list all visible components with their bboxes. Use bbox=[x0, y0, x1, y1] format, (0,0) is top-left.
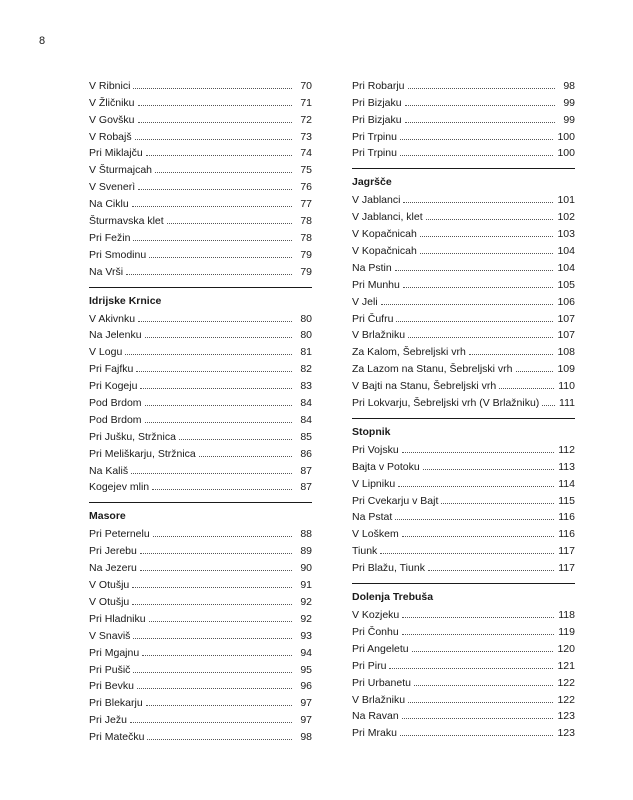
toc-entry[interactable] bbox=[89, 210, 312, 227]
entry-page-number: 106 bbox=[557, 295, 575, 308]
entry-page-number: 98 bbox=[300, 731, 312, 744]
dot-leader bbox=[145, 422, 292, 423]
entry-title: Pri Smodinu bbox=[89, 248, 147, 261]
toc-entry[interactable] bbox=[352, 126, 575, 143]
section-heading: Dolenja Trebuša bbox=[352, 583, 575, 601]
entry-title: Šturmavska klet bbox=[89, 215, 164, 228]
entry-page-number: 86 bbox=[300, 447, 312, 460]
entry-page-number: 93 bbox=[300, 629, 312, 642]
entry-title: Na Pstat bbox=[352, 511, 393, 524]
toc-entry[interactable] bbox=[89, 409, 312, 426]
entry-title: Pri Piru bbox=[352, 659, 387, 672]
dot-leader bbox=[136, 371, 292, 372]
entry-page-number: 87 bbox=[300, 481, 312, 494]
entry-title: Pri Mgajnu bbox=[89, 646, 140, 659]
entry-page-number: 97 bbox=[300, 714, 312, 727]
toc-entry[interactable] bbox=[352, 439, 575, 456]
entry-title: Pri Miklajču bbox=[89, 147, 143, 160]
dot-leader bbox=[402, 718, 554, 719]
entry-title: Pri Lokvarju, Šebreljski vrh (V Brlažniku) bbox=[352, 397, 540, 410]
toc-entry[interactable] bbox=[89, 523, 312, 540]
dot-leader bbox=[149, 621, 292, 622]
entry-page-number: 76 bbox=[300, 181, 312, 194]
entry-title: Pri Pušič bbox=[89, 663, 131, 676]
dot-leader bbox=[408, 88, 555, 89]
entry-title: Na Jezeru bbox=[89, 562, 137, 575]
entry-title: V Kopačnicah bbox=[352, 245, 417, 258]
toc-entry[interactable] bbox=[89, 608, 312, 625]
entry-title: Pri Peternelu bbox=[89, 528, 150, 541]
toc-section bbox=[352, 168, 575, 409]
dot-leader bbox=[408, 337, 553, 338]
entry-page-number: 91 bbox=[300, 579, 312, 592]
toc-entry[interactable] bbox=[89, 642, 312, 659]
entry-title: Pri Bizjaku bbox=[352, 96, 402, 109]
dot-leader bbox=[146, 155, 292, 156]
toc-entry[interactable] bbox=[352, 358, 575, 375]
entry-title: V Kozjeku bbox=[352, 609, 400, 622]
entry-title: Pri Urbanetu bbox=[352, 676, 411, 689]
entry-page-number: 87 bbox=[300, 464, 312, 477]
toc-entry[interactable] bbox=[89, 557, 312, 574]
toc-section bbox=[352, 583, 575, 739]
toc-entry[interactable] bbox=[352, 621, 575, 638]
dot-leader bbox=[381, 304, 554, 305]
entry-page-number: 109 bbox=[557, 363, 575, 376]
dot-leader bbox=[126, 274, 292, 275]
section-heading: Idrijske Krnice bbox=[89, 287, 312, 305]
toc-entry[interactable] bbox=[89, 227, 312, 244]
dot-leader bbox=[405, 122, 555, 123]
entry-title: Na Kališ bbox=[89, 464, 129, 477]
entry-title: Pri Jerebu bbox=[89, 545, 137, 558]
dot-leader bbox=[398, 486, 554, 487]
entry-title: V Logu bbox=[89, 346, 123, 359]
toc-entry[interactable] bbox=[352, 274, 575, 291]
entry-title: Na Ciklu bbox=[89, 198, 129, 211]
dot-leader bbox=[132, 587, 292, 588]
entry-title: Pri Cvekarju v Bajt bbox=[352, 494, 439, 507]
toc-entry[interactable] bbox=[89, 676, 312, 693]
toc-entry[interactable] bbox=[352, 341, 575, 358]
toc-entry[interactable] bbox=[89, 92, 312, 109]
entry-page-number: 89 bbox=[300, 545, 312, 558]
entry-page-number: 113 bbox=[558, 460, 575, 473]
entry-title: Pri Bevku bbox=[89, 680, 134, 693]
toc-entry[interactable] bbox=[352, 456, 575, 473]
entry-title: V Žličniku bbox=[89, 96, 135, 109]
dot-leader bbox=[402, 536, 555, 537]
toc-entry[interactable] bbox=[352, 540, 575, 557]
toc-entry[interactable] bbox=[89, 460, 312, 477]
entry-page-number: 82 bbox=[300, 363, 312, 376]
toc-column-right bbox=[352, 75, 575, 739]
entry-page-number: 123 bbox=[557, 727, 575, 740]
entry-page-number: 72 bbox=[300, 113, 312, 126]
dot-leader bbox=[145, 405, 292, 406]
entry-title: Pri Vojsku bbox=[352, 443, 399, 456]
toc-entry[interactable] bbox=[89, 574, 312, 591]
toc-entry[interactable] bbox=[89, 341, 312, 358]
entry-page-number: 79 bbox=[300, 248, 312, 261]
toc-entry[interactable] bbox=[89, 477, 312, 494]
entry-page-number: 98 bbox=[563, 79, 575, 92]
entry-title: V Bajti na Stanu, Šebreljski vrh bbox=[352, 380, 497, 393]
entry-title: V Otušju bbox=[89, 579, 130, 592]
entry-title: Pri Fežin bbox=[89, 231, 131, 244]
entry-page-number: 74 bbox=[300, 147, 312, 160]
entry-page-number: 110 bbox=[558, 380, 575, 393]
toc-entry[interactable] bbox=[352, 257, 575, 274]
entry-title: Bajta v Potoku bbox=[352, 460, 420, 473]
toc-entry[interactable] bbox=[89, 426, 312, 443]
toc-entry[interactable] bbox=[352, 473, 575, 490]
entry-page-number: 111 bbox=[559, 397, 575, 410]
entry-page-number: 102 bbox=[557, 211, 575, 224]
dot-leader bbox=[400, 139, 554, 140]
section-heading: Masore bbox=[89, 502, 312, 520]
dot-leader bbox=[130, 722, 292, 723]
entry-title: Pri Mraku bbox=[352, 727, 397, 740]
toc-entry[interactable] bbox=[89, 540, 312, 557]
dot-leader bbox=[138, 189, 292, 190]
entry-page-number: 80 bbox=[300, 312, 312, 325]
entry-page-number: 75 bbox=[300, 164, 312, 177]
entry-page-number: 112 bbox=[558, 443, 575, 456]
entry-title: V Akivnku bbox=[89, 312, 136, 325]
dot-leader bbox=[403, 287, 554, 288]
toc-entry[interactable] bbox=[352, 557, 575, 574]
dot-leader bbox=[400, 155, 554, 156]
entry-page-number: 115 bbox=[558, 494, 575, 507]
dot-leader bbox=[405, 105, 555, 106]
entry-title: V Kopačnicah bbox=[352, 228, 417, 241]
entry-page-number: 88 bbox=[300, 528, 312, 541]
entry-page-number: 99 bbox=[563, 96, 575, 109]
dot-leader bbox=[133, 638, 292, 639]
dot-leader bbox=[153, 536, 292, 537]
entry-page-number: 122 bbox=[557, 693, 575, 706]
entry-page-number: 71 bbox=[300, 96, 312, 109]
dot-leader bbox=[403, 202, 553, 203]
entry-title: Pri Munhu bbox=[352, 278, 400, 291]
toc-entry[interactable] bbox=[89, 625, 312, 642]
toc-entry[interactable] bbox=[352, 490, 575, 507]
entry-page-number: 108 bbox=[557, 346, 575, 359]
entry-page-number: 95 bbox=[300, 663, 312, 676]
toc-entry[interactable] bbox=[89, 709, 312, 726]
toc-entry[interactable] bbox=[352, 143, 575, 160]
entry-page-number: 104 bbox=[557, 245, 575, 258]
entry-page-number: 80 bbox=[300, 329, 312, 342]
entry-page-number: 77 bbox=[300, 198, 312, 211]
entry-title: V Loškem bbox=[352, 528, 399, 541]
dot-leader bbox=[408, 702, 553, 703]
entry-page-number: 107 bbox=[557, 312, 575, 325]
entry-title: V Brlažniku bbox=[352, 329, 406, 342]
entry-title: V Jeli bbox=[352, 295, 378, 308]
toc-entry[interactable] bbox=[352, 722, 575, 739]
entry-title: V Šturmajcah bbox=[89, 164, 153, 177]
entry-title: Pri Angeletu bbox=[352, 642, 409, 655]
dot-leader bbox=[179, 439, 292, 440]
entry-page-number: 92 bbox=[300, 595, 312, 608]
toc-entry[interactable] bbox=[352, 507, 575, 524]
toc-entry[interactable] bbox=[89, 375, 312, 392]
toc-entry[interactable] bbox=[352, 523, 575, 540]
toc-section bbox=[352, 75, 575, 159]
entry-page-number: 121 bbox=[557, 659, 575, 672]
entry-title: Pri Trpinu bbox=[352, 130, 397, 143]
toc-entry[interactable] bbox=[352, 392, 575, 409]
dot-leader bbox=[395, 270, 554, 271]
toc-section bbox=[89, 287, 312, 494]
entry-page-number: 107 bbox=[557, 329, 575, 342]
dot-leader bbox=[149, 257, 292, 258]
dot-leader bbox=[426, 219, 554, 220]
entry-title: V Robajš bbox=[89, 130, 132, 143]
toc-section bbox=[89, 75, 312, 278]
entry-title: Pri Bizjaku bbox=[352, 113, 402, 126]
entry-title: Pri Hladniku bbox=[89, 612, 146, 625]
dot-leader bbox=[152, 489, 292, 490]
entry-title: Na Ravan bbox=[352, 710, 399, 723]
toc-entry[interactable] bbox=[89, 109, 312, 126]
toc-entry[interactable] bbox=[89, 443, 312, 460]
entry-title: Kogejev mlin bbox=[89, 481, 150, 494]
section-heading: Jagršče bbox=[352, 168, 575, 186]
toc-entry[interactable] bbox=[89, 75, 312, 92]
toc-entry[interactable] bbox=[352, 325, 575, 342]
toc-entry[interactable] bbox=[352, 655, 575, 672]
dot-leader bbox=[402, 452, 555, 453]
entry-page-number: 97 bbox=[300, 697, 312, 710]
dot-leader bbox=[133, 88, 292, 89]
entry-page-number: 116 bbox=[558, 511, 575, 524]
entry-page-number: 99 bbox=[563, 113, 575, 126]
toc-entry[interactable] bbox=[89, 726, 312, 743]
toc-section bbox=[352, 418, 575, 574]
entry-page-number: 79 bbox=[300, 265, 312, 278]
dot-leader bbox=[420, 236, 554, 237]
entry-title: V Lipniku bbox=[352, 477, 396, 490]
toc-entry[interactable] bbox=[352, 638, 575, 655]
dot-leader bbox=[133, 672, 292, 673]
dot-leader bbox=[412, 651, 554, 652]
entry-title: Pod Brdom bbox=[89, 397, 142, 410]
entry-title: Pri Meliškarju, Stržnica bbox=[89, 447, 196, 460]
toc-entry[interactable] bbox=[352, 672, 575, 689]
dot-leader bbox=[131, 473, 292, 474]
toc-entry[interactable] bbox=[89, 659, 312, 676]
toc-entry[interactable] bbox=[89, 308, 312, 325]
entry-page-number: 85 bbox=[300, 430, 312, 443]
entry-title: Pri Fajfku bbox=[89, 363, 134, 376]
entry-page-number: 94 bbox=[300, 646, 312, 659]
dot-leader bbox=[402, 617, 554, 618]
entry-title: Pri Čonhu bbox=[352, 625, 399, 638]
dot-leader bbox=[395, 519, 554, 520]
entry-title: Pri Kogeju bbox=[89, 380, 138, 393]
dot-leader bbox=[380, 553, 554, 554]
toc-entry[interactable] bbox=[89, 143, 312, 160]
entry-page-number: 83 bbox=[300, 380, 312, 393]
toc-entry[interactable] bbox=[352, 689, 575, 706]
dot-leader bbox=[402, 634, 555, 635]
entry-title: Pri Ježu bbox=[89, 714, 127, 727]
dot-leader bbox=[199, 456, 292, 457]
toc-entry[interactable] bbox=[352, 223, 575, 240]
entry-title: Pri Čufru bbox=[352, 312, 394, 325]
dot-leader bbox=[142, 655, 292, 656]
entry-page-number: 96 bbox=[300, 680, 312, 693]
dot-leader bbox=[400, 735, 554, 736]
toc-section bbox=[89, 502, 312, 743]
entry-title: Pri Blažu, Tiunk bbox=[352, 562, 425, 575]
entry-title: V Brlažniku bbox=[352, 693, 406, 706]
dot-leader bbox=[167, 223, 292, 224]
dot-leader bbox=[137, 688, 292, 689]
entry-page-number: 84 bbox=[300, 413, 312, 426]
toc-entry[interactable] bbox=[352, 706, 575, 723]
dot-leader bbox=[441, 503, 554, 504]
entry-title: Na Jelenku bbox=[89, 329, 142, 342]
entry-title: Pri Matečku bbox=[89, 731, 145, 744]
entry-page-number: 117 bbox=[558, 545, 575, 558]
dot-leader bbox=[140, 388, 292, 389]
dot-leader bbox=[138, 122, 292, 123]
entry-title: V Otušju bbox=[89, 595, 130, 608]
entry-title: Pri Jušku, Stržnica bbox=[89, 430, 176, 443]
entry-title: V Govšku bbox=[89, 113, 135, 126]
dot-leader bbox=[389, 668, 553, 669]
entry-page-number: 105 bbox=[557, 278, 575, 291]
dot-leader bbox=[420, 253, 554, 254]
entry-title: Za Kalom, Šebreljski vrh bbox=[352, 346, 466, 359]
dot-leader bbox=[146, 705, 292, 706]
entry-page-number: 120 bbox=[557, 642, 575, 655]
toc-column-left bbox=[89, 75, 312, 743]
toc-entry[interactable] bbox=[89, 358, 312, 375]
entry-title: Na Vrši bbox=[89, 265, 124, 278]
dot-leader bbox=[138, 105, 292, 106]
dot-leader bbox=[145, 337, 292, 338]
entry-title: Pri Blekarju bbox=[89, 697, 143, 710]
entry-page-number: 81 bbox=[300, 346, 312, 359]
entry-title: Pri Trpinu bbox=[352, 147, 397, 160]
dot-leader bbox=[428, 570, 554, 571]
dot-leader bbox=[414, 685, 554, 686]
toc-entry[interactable] bbox=[89, 261, 312, 278]
toc-entry[interactable] bbox=[352, 109, 575, 126]
entry-page-number: 103 bbox=[557, 228, 575, 241]
dot-leader bbox=[138, 321, 292, 322]
entry-page-number: 100 bbox=[557, 130, 575, 143]
toc-entry[interactable] bbox=[89, 126, 312, 143]
entry-page-number: 104 bbox=[557, 261, 575, 274]
entry-page-number: 90 bbox=[300, 562, 312, 575]
dot-leader bbox=[396, 321, 553, 322]
entry-title: Pod Brdom bbox=[89, 413, 142, 426]
section-heading: Stopnik bbox=[352, 418, 575, 436]
dot-leader bbox=[132, 604, 292, 605]
toc-entry[interactable] bbox=[89, 244, 312, 261]
entry-page-number: 73 bbox=[300, 130, 312, 143]
toc-entry[interactable] bbox=[352, 604, 575, 621]
dot-leader bbox=[140, 553, 292, 554]
entry-page-number: 122 bbox=[557, 676, 575, 689]
entry-page-number: 84 bbox=[300, 397, 312, 410]
dot-leader bbox=[155, 172, 292, 173]
entry-title: Na Pstin bbox=[352, 261, 392, 274]
toc-entry[interactable] bbox=[89, 692, 312, 709]
entry-title: V Svenerì bbox=[89, 181, 136, 194]
toc-entry[interactable] bbox=[89, 193, 312, 210]
entry-title: Tiunk bbox=[352, 545, 378, 558]
toc-entry[interactable] bbox=[89, 176, 312, 193]
toc-entry[interactable] bbox=[89, 325, 312, 342]
toc-entry[interactable] bbox=[352, 92, 575, 109]
toc-entry[interactable] bbox=[89, 392, 312, 409]
entry-page-number: 92 bbox=[300, 612, 312, 625]
toc-entry[interactable] bbox=[352, 240, 575, 257]
toc-entry[interactable] bbox=[89, 591, 312, 608]
dot-leader bbox=[423, 469, 555, 470]
entry-page-number: 123 bbox=[557, 710, 575, 723]
dot-leader bbox=[499, 388, 554, 389]
toc-entry[interactable] bbox=[352, 291, 575, 308]
toc-entry[interactable] bbox=[352, 375, 575, 392]
toc-entry[interactable] bbox=[352, 75, 575, 92]
entry-page-number: 78 bbox=[300, 215, 312, 228]
entry-page-number: 78 bbox=[300, 231, 312, 244]
dot-leader bbox=[140, 570, 292, 571]
entry-title: Pri Robarju bbox=[352, 79, 405, 92]
dot-leader bbox=[125, 354, 292, 355]
entry-page-number: 114 bbox=[558, 477, 575, 490]
toc-entry[interactable] bbox=[89, 159, 312, 176]
entry-page-number: 118 bbox=[558, 609, 575, 622]
dot-leader bbox=[147, 739, 292, 740]
toc-entry[interactable] bbox=[352, 308, 575, 325]
dot-leader bbox=[135, 139, 292, 140]
toc-entry[interactable] bbox=[352, 206, 575, 223]
entry-title: V Jablanci bbox=[352, 194, 401, 207]
entry-title: V Ribnici bbox=[89, 79, 131, 92]
dot-leader bbox=[469, 354, 554, 355]
dot-leader bbox=[132, 206, 292, 207]
page-number: 8 bbox=[39, 35, 46, 47]
entry-page-number: 101 bbox=[557, 194, 575, 207]
entry-page-number: 100 bbox=[557, 147, 575, 160]
entry-page-number: 70 bbox=[300, 79, 312, 92]
entry-title: Za Lazom na Stanu, Šebreljski vrh bbox=[352, 363, 513, 376]
dot-leader bbox=[516, 371, 554, 372]
toc-entry[interactable] bbox=[352, 189, 575, 206]
entry-title: V Jablanci, klet bbox=[352, 211, 423, 224]
dot-leader bbox=[542, 405, 555, 406]
entry-page-number: 116 bbox=[558, 528, 575, 541]
entry-page-number: 119 bbox=[558, 625, 575, 638]
dot-leader bbox=[133, 240, 292, 241]
entry-page-number: 117 bbox=[558, 562, 575, 575]
entry-title: V Snaviš bbox=[89, 629, 131, 642]
